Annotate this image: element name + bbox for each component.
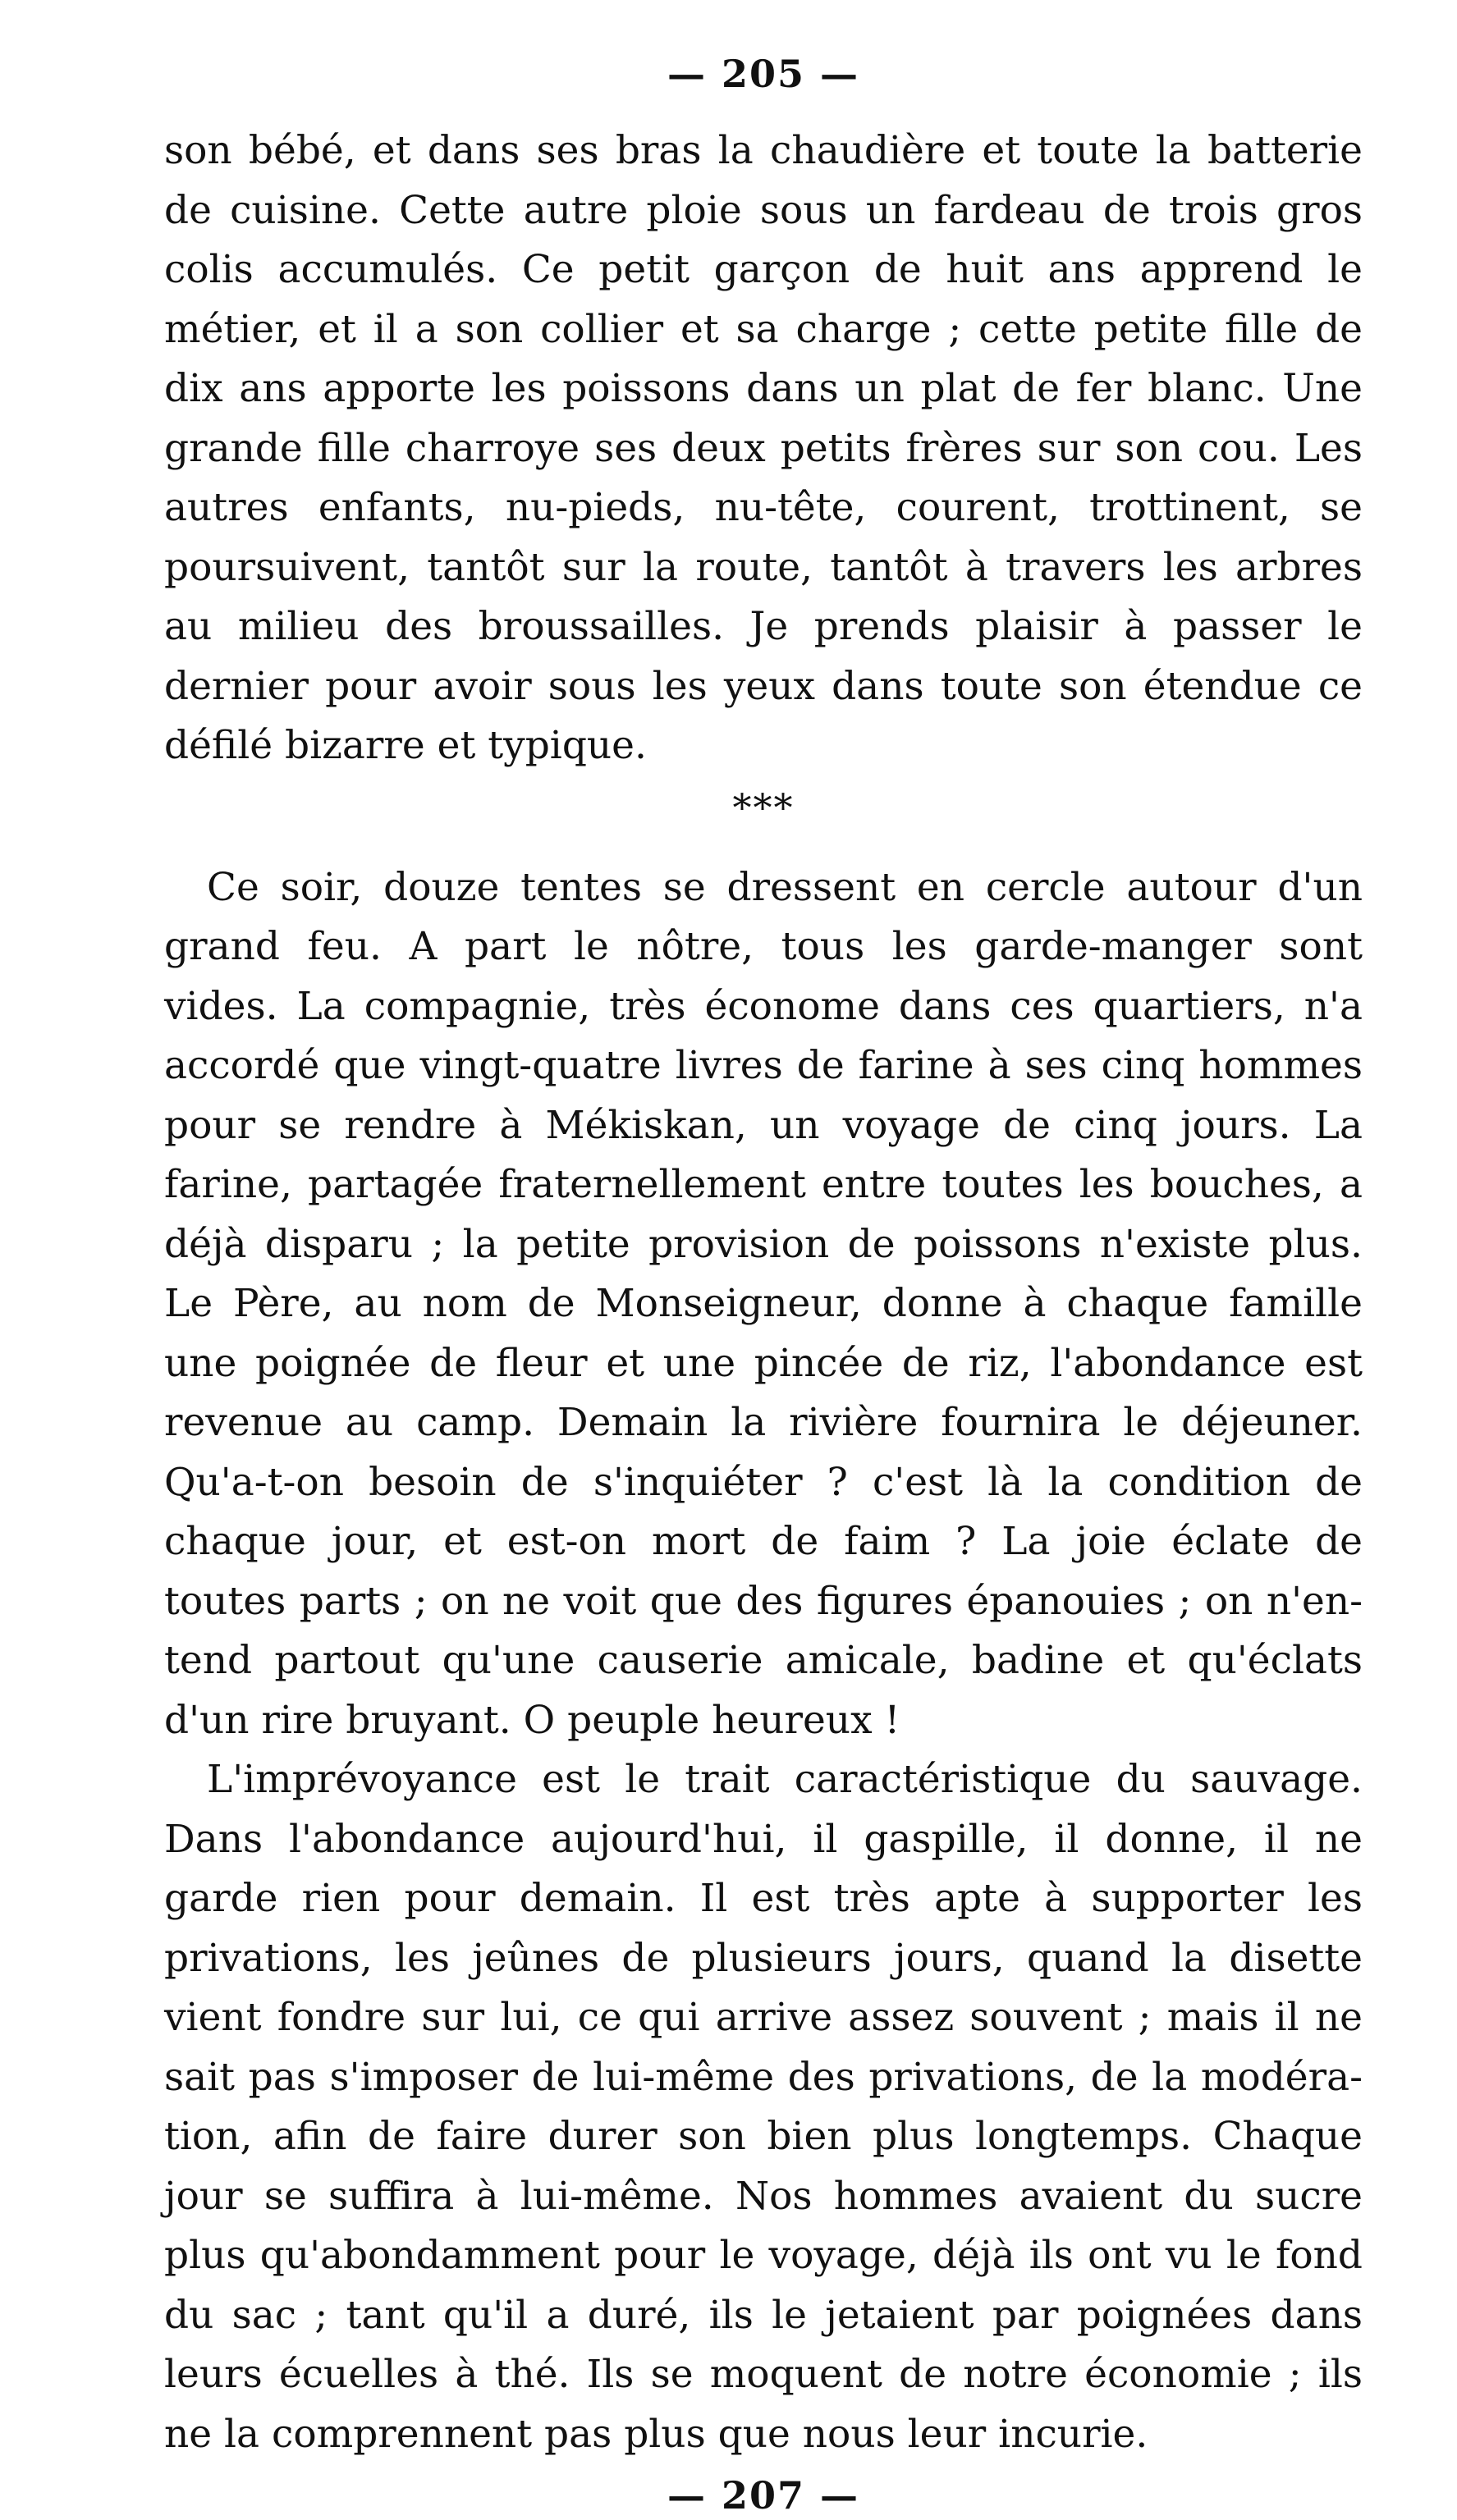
text-line: toutes parts ; on ne voit que des figures épanouies ; on n'en- xyxy=(164,1578,1363,1624)
section-separator xyxy=(164,776,1363,858)
text-line: métier, et il a son collier et sa charge ; cette petite fille de xyxy=(164,306,1363,352)
text-line: grande fille charroye ses deux petits frères sur son cou. Les xyxy=(164,425,1363,471)
text-line: Ce soir, douze tentes se dressent en cercle autour d'un xyxy=(207,864,1363,910)
text-line: déjà disparu ; la petite provision de poissons n'existe plus. xyxy=(164,1221,1363,1267)
text-line: chaque jour, et est-on mort de faim ? La joie éclate de xyxy=(164,1519,1363,1564)
text-line: de cuisine. Cette autre ploie sous un fardeau de trois gros xyxy=(164,187,1363,233)
text-line: ne la comprennent pas plus que nous leur incurie. xyxy=(164,2411,1148,2457)
text-line: leurs écuelles à thé. Ils se moquent de notre économie ; ils xyxy=(164,2352,1363,2397)
text-line: sait pas s'imposer de lui-même des privations, de la modéra- xyxy=(164,2054,1363,2100)
text-line: dernier pour avoir sous les yeux dans toute son étendue ce xyxy=(164,663,1363,709)
page-number-bottom: — 207 — xyxy=(667,2473,860,2518)
text-line: Dans l'abondance aujourd'hui, il gaspille, il donne, il ne xyxy=(164,1816,1363,1862)
page-number-top: — 205 — xyxy=(667,52,860,96)
text-line: colis accumulés. Ce petit garçon de huit ans apprend le xyxy=(164,247,1363,292)
text-line: d'un rire bruyant. O peuple heureux ! xyxy=(164,1697,900,1743)
text-line: revenue au camp. Demain la rivière fournira le déjeuner. xyxy=(164,1400,1363,1445)
text-line: plus qu'abondamment pour le voyage, déjà ils ont vu le fond xyxy=(164,2233,1363,2278)
text-line: au milieu des broussailles. Je prends plaisir à passer le xyxy=(164,604,1363,649)
text-line: tion, afin de faire durer son bien plus longtemps. Chaque xyxy=(164,2114,1363,2159)
text-line: Qu'a-t-on besoin de s'inquiéter ? c'est là la condition de xyxy=(164,1459,1363,1505)
text-line: garde rien pour demain. Il est très apte à supporter les xyxy=(164,1876,1363,1921)
text-line: accordé que vingt-quatre livres de farine à ses cinq hommes xyxy=(164,1043,1363,1088)
paragraph-3 xyxy=(164,1750,1363,2464)
text-line: tend partout qu'une causerie amicale, badine et qu'éclats xyxy=(164,1638,1363,1683)
text-line: une poignée de fleur et une pincée de riz, l'abondance est xyxy=(164,1340,1363,1386)
text-line: vides. La compagnie, très économe dans ces quartiers, n'a xyxy=(164,983,1363,1029)
text-line: son bébé, et dans ses bras la chaudière et toute la batterie xyxy=(164,128,1363,173)
text-line: farine, partagée fraternellement entre toutes les bouches, a xyxy=(164,1162,1363,1207)
text-line: défilé bizarre et typique. xyxy=(164,723,647,768)
text-line: L'imprévoyance est le trait caractéristique du sauvage. xyxy=(207,1757,1363,1802)
text-line: du sac ; tant qu'il a duré, ils le jetaient par poignées dans xyxy=(164,2292,1363,2338)
book-page xyxy=(164,49,1363,2520)
text-line: autres enfants, nu-pieds, nu-tête, courent, trottinent, se xyxy=(164,485,1363,530)
text-line: grand feu. A part le nôtre, tous les garde-manger sont xyxy=(164,924,1363,969)
text-line: Le Père, au nom de Monseigneur, donne à chaque famille xyxy=(164,1281,1363,1326)
text-line: pour se rendre à Mékiskan, un voyage de cinq jours. La xyxy=(164,1102,1363,1148)
text-line: dix ans apporte les poissons dans un plat de fer blanc. Une xyxy=(164,366,1363,411)
text-line: privations, les jeûnes de plusieurs jours, quand la disette xyxy=(164,1935,1363,1981)
text-line: vient fondre sur lui, ce qui arrive assez souvent ; mais il ne xyxy=(164,1995,1363,2040)
text-line: poursuivent, tantôt sur la route, tantôt à travers les arbres xyxy=(164,544,1363,590)
paragraph-1 xyxy=(164,121,1363,776)
paragraph-2 xyxy=(164,858,1363,1751)
text-line: jour se suffira à lui-même. Nos hommes avaient du sucre xyxy=(164,2173,1363,2219)
asterism: *** xyxy=(732,784,795,830)
